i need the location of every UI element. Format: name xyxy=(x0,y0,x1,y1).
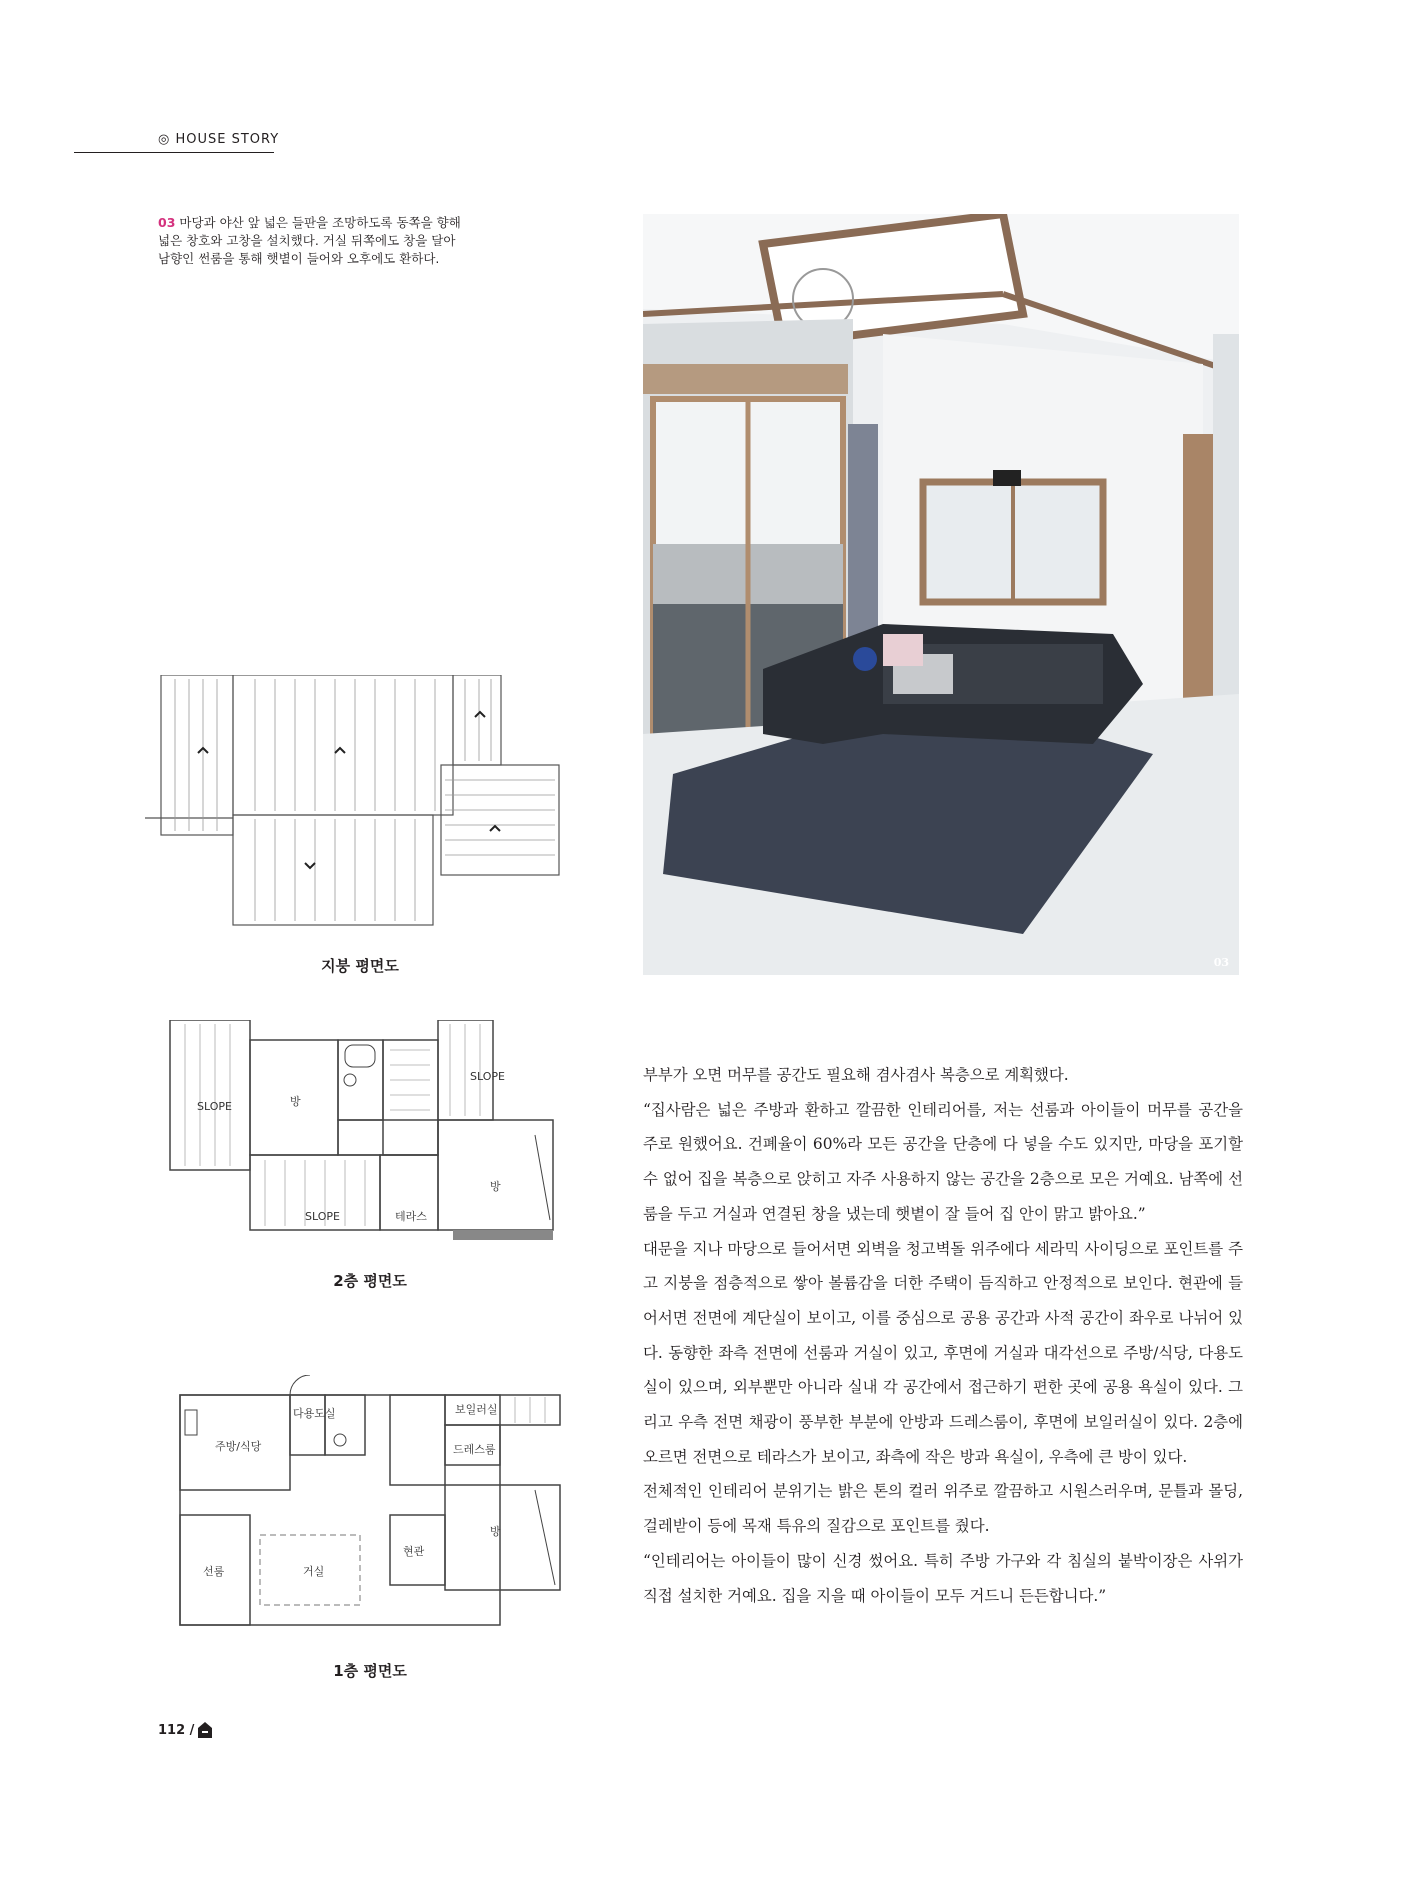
first-floor-title: 1층 평면도 xyxy=(333,1662,407,1680)
page-number: 112 / xyxy=(158,1722,195,1738)
caption-text: 마당과 야산 앞 넓은 들판을 조망하도록 동쪽을 향해 넓은 창호와 고창을 설치했다. 거실 뒤쪽에도 창을 달아 남향인 썬룸을 통해 햇볕이 들어와 오후에도 환하다. xyxy=(158,215,461,266)
slope-label-2: SLOPE xyxy=(470,1070,505,1083)
utility-label: 다용도실 xyxy=(293,1407,336,1420)
bedroom-label: 방 xyxy=(490,1525,501,1538)
photo-caption xyxy=(158,214,468,268)
caption-number: 03 xyxy=(158,215,176,230)
kitchen-label: 주방/식당 xyxy=(215,1440,262,1453)
sunroom-label: 선룸 xyxy=(203,1565,225,1578)
living-label: 거실 xyxy=(303,1565,325,1578)
second-floor-drawing xyxy=(165,1020,565,1250)
header-rule xyxy=(74,152,274,153)
room-label-right: 방 xyxy=(490,1180,501,1193)
second-floor-plan xyxy=(165,1020,565,1290)
entrance-label: 현관 xyxy=(403,1545,425,1558)
paragraph-4: 전체적인 인테리어 분위기는 밝은 톤의 컬러 위주로 깔끔하고 시원스러우며, 문틀과 몰딩, 걸레받이 등에 목재 특유의 질감으로 포인트를 줬다. xyxy=(643,1482,1243,1536)
paragraph-1: 부부가 오면 머무를 공간도 필요해 겸사겸사 복층으로 계획했다. xyxy=(643,1066,1069,1084)
paragraph-3: 대문을 지나 마당으로 들어서면 외벽을 청고벽돌 위주에다 세라믹 사이딩으로 포인트를 주고 지붕을 점층적으로 쌓아 볼륨감을 더한 주택이 듬직하고 안정적으로 보인다. 현관에 들어서면 전면에 계단실이 보이고, 이를 중심으로 공용 공간과 사적 공간이 좌우로 나뉘어 있다. 동향한 좌측 전면에 선룸과 거실이 있고, 후면에 거실과 대각선으로 주방/식당, 다용도실이 있으며, 외부뿐만 아니라 실내 각 공간에서 접근하기 편한 곳에 공용 욕실이 있다. 그리고 우측 전면 채광이 풍부한 부분에 안방과 드레스룸이, 후면에 보일러실이 있다. 2층에 오르면 전면으로 테라스가 보이고, 좌측에 작은 방과 욕실이, 우측에 큰 방이 있다. xyxy=(643,1239,1243,1466)
terrace-label: 테라스 xyxy=(395,1210,427,1223)
living-room-photo xyxy=(643,214,1239,975)
article-body xyxy=(643,1058,1243,1613)
room-label-left: 방 xyxy=(290,1095,301,1108)
paragraph-5: “인테리어는 아이들이 많이 신경 썼어요. 특히 주방 가구와 각 침실의 붙박이장은 사위가 직접 설치한 거예요. 집을 지을 때 아이들이 모두 거드니 든든합니다.” xyxy=(643,1551,1243,1605)
paragraph-2: “집사람은 넓은 주방과 환하고 깔끔한 인테리어를, 저는 선룸과 아이들이 머무를 공간을 주로 원했어요. 건폐율이 60%라 모든 공간을 단층에 다 넣을 수도 있지만, 마당을 포기할 수 없어 집을 복층으로 앉히고 자주 사용하지 않는 공간을 2층으로 모은 거예요. 남쪽에 선룸을 두고 거실과 연결된 창을 냈는데 햇볕이 잘 들어 집 안이 맑고 밝아요.” xyxy=(643,1100,1243,1223)
page-folio xyxy=(158,1722,212,1738)
slope-label-1: SLOPE xyxy=(197,1100,232,1113)
photo-number: 03 xyxy=(1213,956,1229,969)
first-floor-drawing xyxy=(175,1375,575,1635)
roof-plan-title: 지붕 평면도 xyxy=(321,957,399,975)
first-floor-plan xyxy=(175,1375,575,1680)
second-floor-title: 2층 평면도 xyxy=(333,1272,407,1290)
section-label: ◎ HOUSE STORY xyxy=(158,132,280,147)
boiler-label: 보일러실 xyxy=(455,1403,498,1416)
roof-plan xyxy=(145,675,575,975)
roof-plan-drawing xyxy=(145,675,575,935)
living-room-illustration xyxy=(643,214,1239,975)
slope-label-3: SLOPE xyxy=(305,1210,340,1223)
dressroom-label: 드레스룸 xyxy=(453,1443,496,1456)
house-icon xyxy=(198,1722,212,1738)
